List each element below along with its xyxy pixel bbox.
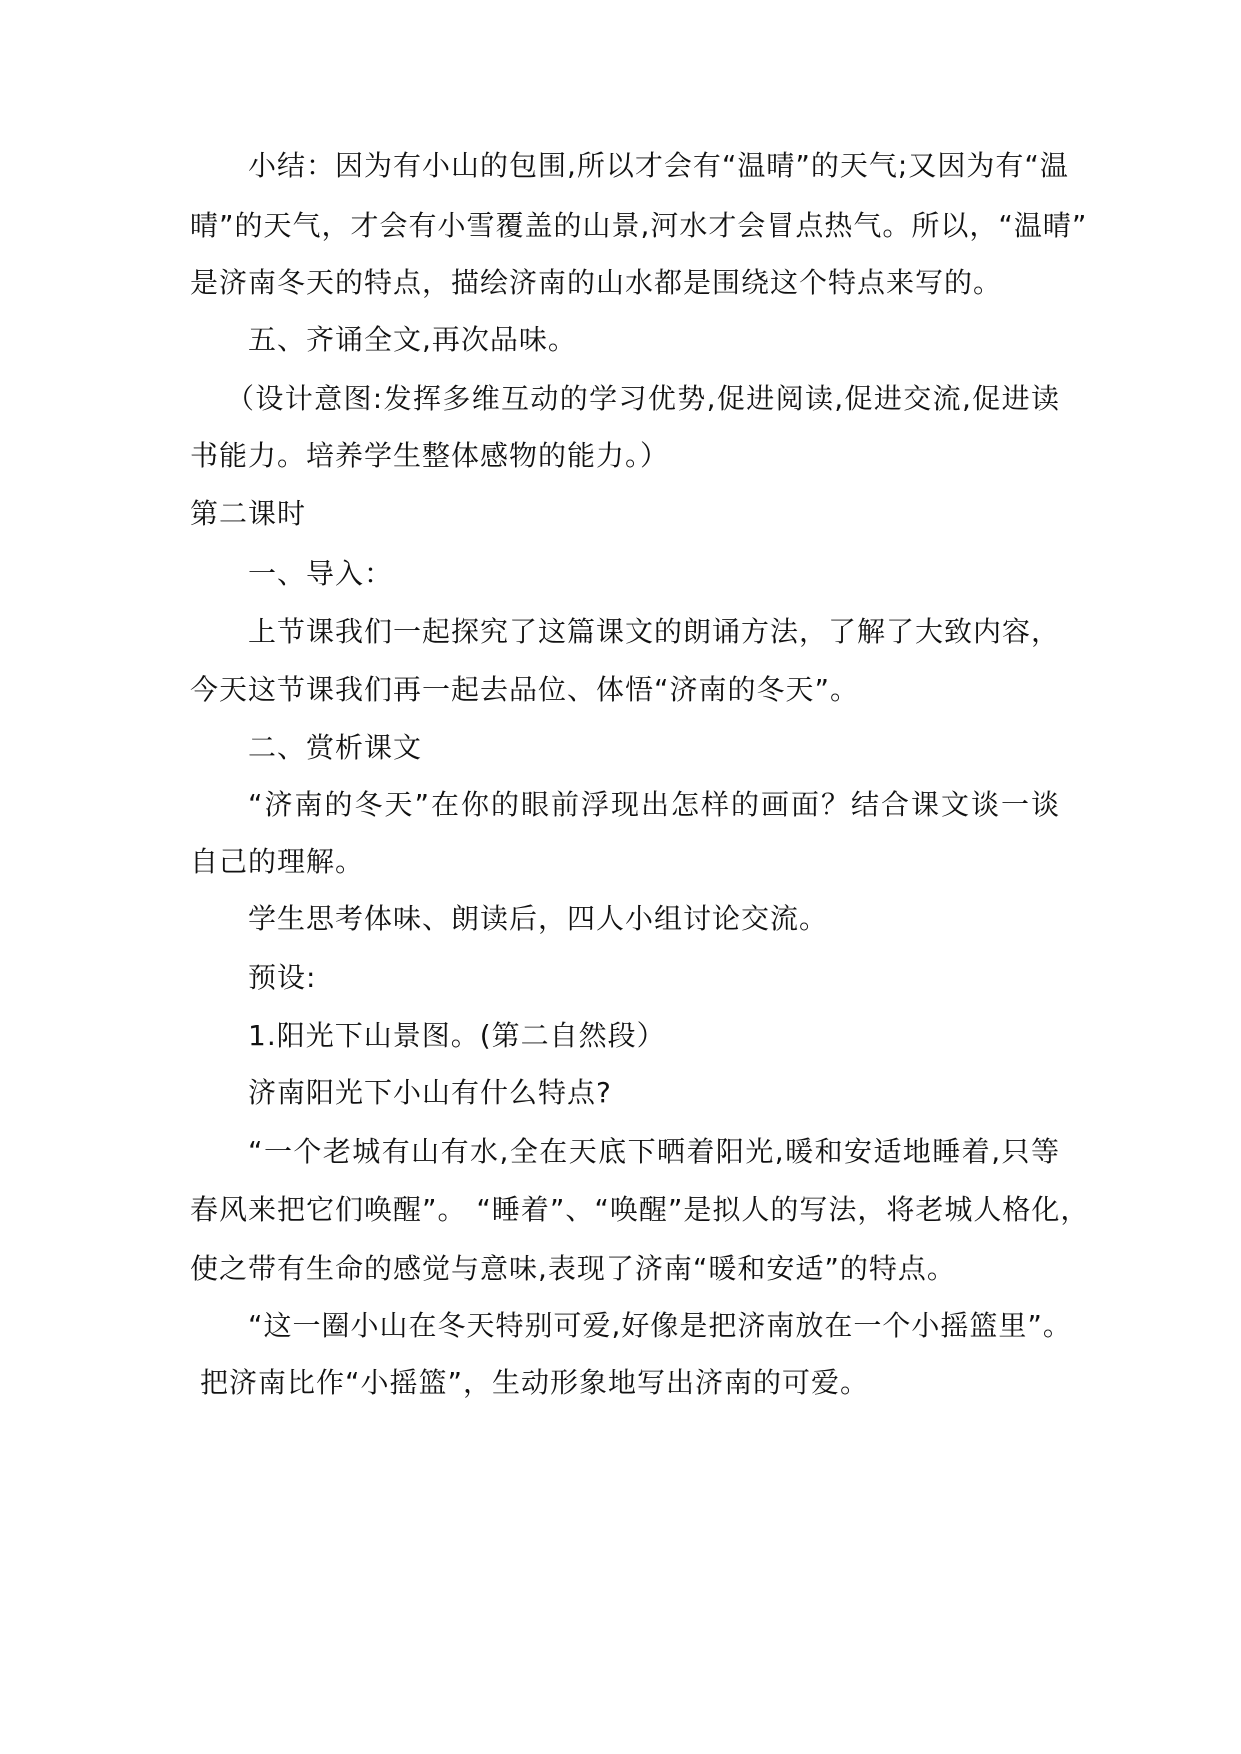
lesson-two-heading: 第二课时 — [190, 497, 307, 530]
section-five-heading: 五、齐诵全文,再次品味。 — [248, 323, 577, 356]
quote-analysis-line-3: 使之带有生命的感觉与意味,表现了济南“暖和安适”的特点。 — [190, 1252, 956, 1285]
intro-paragraph-line-2: 今天这节课我们再一起去品位、体悟“济南的冬天”。 — [190, 673, 860, 706]
item-one-question: 济南阳光下小山有什么特点? — [248, 1076, 612, 1109]
paragraph-summary-line-3: 是济南冬天的特点，描绘济南的山水都是围绕这个特点来写的。 — [190, 266, 1003, 299]
activity-line: 学生思考体味、朗读后，四人小组讨论交流。 — [248, 902, 829, 935]
quote-analysis-line-1: “一个老城有山有水,全在天底下晒着阳光,暖和安适地睡着,只等 — [248, 1135, 1060, 1168]
item-one-heading: 1.阳光下山景图。(第二自然段） — [248, 1019, 666, 1052]
preset-label: 预设: — [248, 961, 317, 994]
paragraph-summary-line-1: 小结：因为有小山的包围,所以才会有“温晴”的天气;又因为有“温 — [248, 149, 1069, 182]
paragraph-summary-line-2: 晴”的天气，才会有小雪覆盖的山景,河水才会冒点热气。所以，“温晴” — [190, 209, 1088, 242]
intro-paragraph-line-1: 上节课我们一起探究了这篇课文的朗诵方法，了解了大致内容， — [248, 615, 1061, 648]
question-line-2: 自己的理解。 — [190, 845, 365, 878]
quote-analysis-line-2: 春风来把它们唤醒”。 “睡着”、“唤醒”是拟人的写法，将老城人格化， — [190, 1193, 1090, 1226]
section-one-heading: 一、导入： — [248, 557, 394, 590]
cradle-analysis-line: 把济南比作“小摇篮”，生动形象地写出济南的可爱。 — [200, 1366, 870, 1399]
design-intent-line-2: 书能力。培养学生整体感物的能力。） — [190, 439, 670, 472]
question-line-1: “济南的冬天”在你的眼前浮现出怎样的画面？结合课文谈一谈 — [248, 788, 1060, 821]
section-two-heading: 二、赏析课文 — [248, 731, 423, 764]
cradle-quote-line: “这一圈小山在冬天特别可爱,好像是把济南放在一个小摇篮里”。 — [248, 1309, 1072, 1342]
design-intent-line-1: （设计意图:发挥多维互动的学习优势,促进阅读,促进交流,促进读 — [226, 382, 1060, 415]
